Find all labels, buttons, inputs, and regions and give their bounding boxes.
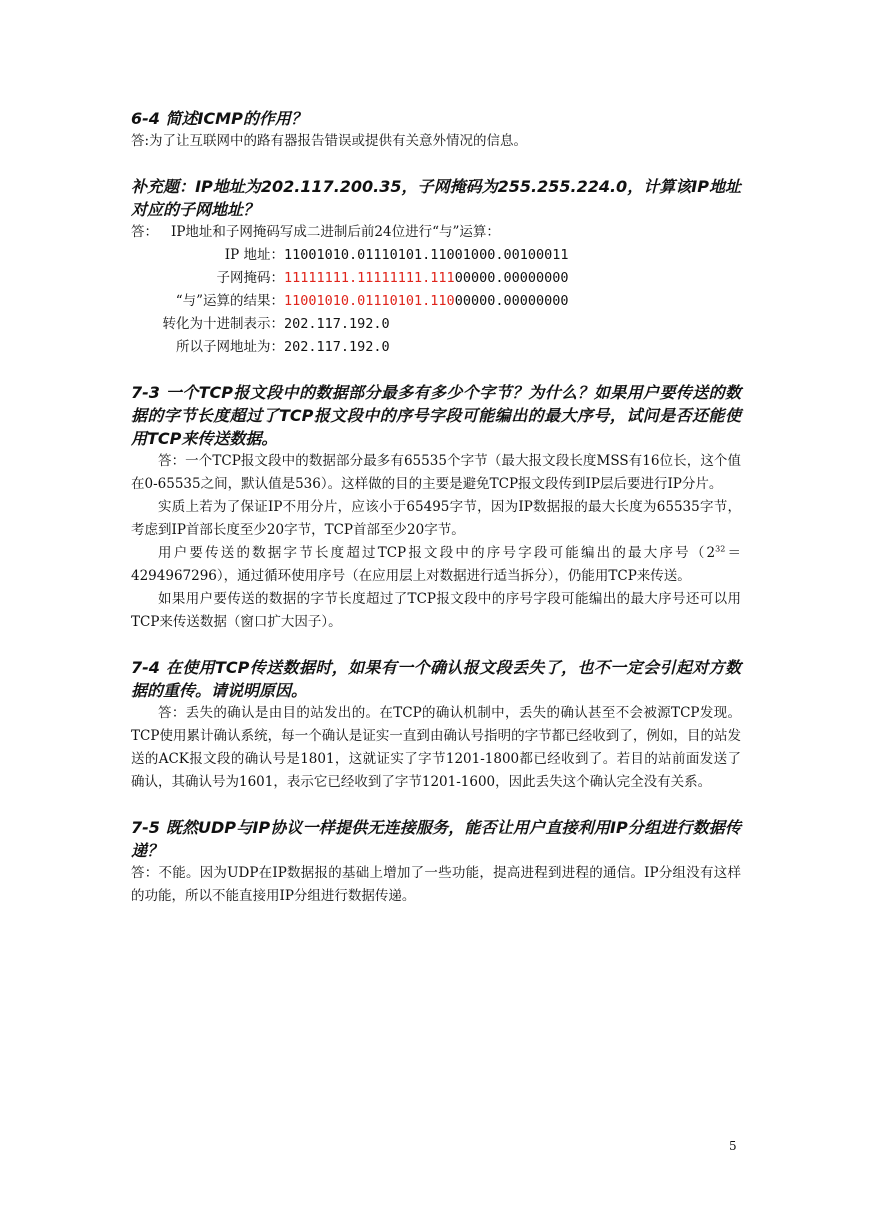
para-3-part-b: ＝4294967296），通过循环使用序号（在应用层上对数据进行适当拆分），仍能用TCP来传送。 xyxy=(131,545,741,584)
page-content xyxy=(131,107,741,908)
question-7-4-para-1: 答：丢失的确认是由目的站发出的。在TCP的确认机制中，丢失的确认甚至不会被源TCP发现。TCP使用累计确认系统，每一个确认是证实一直到由确认号指明的字节都已经收到了，例如，目的站发送的ACK报文段的确认号是1801，这就证实了字节1201-1800都已经收到了。若目的站前面发送了确认，其确认号为1601，表示它已经收到了字节1201-1600，因此丢失这个确认完全没有关系。 xyxy=(131,705,741,790)
question-7-3-para-4: 如果用户要传送的数据的字节长度超过了TCP报文段中的序号字段可能编出的最大序号还可以用TCP来传送数据（窗口扩大因子）。 xyxy=(131,591,741,630)
calc-row-value: 00000.00000000 xyxy=(454,293,569,309)
question-7-3-title: 7-3 一个TCP报文段中的数据部分最多有多少个字节？为什么？如果用户要传送的数据的字节长度超过了TCP报文段中的序号字段可能编出的最大序号，试问是否还能使用TCP来传送数据。 xyxy=(131,383,741,448)
question-7-3-para-2: 实质上若为了保证IP不用分片，应该小于65495字节，因为IP数据报的最大长度为65535字节，考虑到IP首部长度至少20字节，TCP首部至少20字节。 xyxy=(131,499,741,538)
question-6-4-answer: 答:为了让互联网中的路有器报告错误或提供有关意外情况的信息。 xyxy=(131,133,528,149)
calc-row xyxy=(131,313,741,336)
calc-row xyxy=(131,336,741,359)
calc-row-red: 11001010.01110101.110 xyxy=(284,293,455,309)
exponent: 32 xyxy=(715,544,726,554)
supplement-question-title: 补充题：IP地址为202.117.200.35，子网掩码为255.255.224.0，计算该IP地址对应的子网地址？ xyxy=(131,177,741,219)
question-7-5-title: 7-5 既然UDP与IP协议一样提供无连接服务，能否让用户直接利用IP分组进行数据传递？ xyxy=(131,818,741,860)
answer-label: 答： xyxy=(131,224,158,240)
question-6-4-title: 6-4 简述ICMP的作用？ xyxy=(131,109,307,128)
calc-row-label: 所以子网地址为： xyxy=(176,339,284,355)
calc-row-label: IP 地址： xyxy=(224,247,284,263)
subnet-calculation xyxy=(131,244,741,359)
calc-row-value: 11001010.01110101.11001000.00100011 xyxy=(284,247,569,263)
calc-row xyxy=(131,290,741,313)
answer-intro-text: IP地址和子网掩码写成二进制后前24位进行“与”运算： xyxy=(171,224,500,240)
calc-row-value: 202.117.192.0 xyxy=(284,339,390,355)
calc-row-label: 子网掩码： xyxy=(216,270,284,286)
para-3-part-a: 用户要传送的数据字节长度超过TCP报文段中的序号字段可能编出的最大序号（2 xyxy=(158,545,716,561)
calc-row-red: 11111111.11111111.111 xyxy=(284,270,455,286)
calc-row-label: “与”运算的结果： xyxy=(175,293,284,309)
question-7-4-title: 7-4 在使用TCP传送数据时，如果有一个确认报文段丢失了，也不一定会引起对方数据的重传。请说明原因。 xyxy=(131,658,741,700)
calc-row-value: 00000.00000000 xyxy=(454,270,569,286)
page-number: 5 xyxy=(729,1139,737,1153)
calc-row xyxy=(131,267,741,290)
calc-row xyxy=(131,244,741,267)
question-7-3-para-1: 答：一个TCP报文段中的数据部分最多有65535个字节（最大报文段长度MSS有16位长，这个值在0-65535之间，默认值是536）。这样做的目的主要是避免TCP报文段传到IP层后要进行IP分片。 xyxy=(131,453,741,492)
question-7-5-para-1: 答：不能。因为UDP在IP数据报的基础上增加了一些功能，提高进程到进程的通信。IP分组没有这样的功能，所以不能直接用IP分组进行数据传递。 xyxy=(131,865,741,904)
calc-row-value: 202.117.192.0 xyxy=(284,316,390,332)
question-7-3-para-3 xyxy=(131,542,741,588)
calc-row-label: 转化为十进制表示： xyxy=(162,316,284,332)
supplement-answer-intro xyxy=(131,221,741,244)
